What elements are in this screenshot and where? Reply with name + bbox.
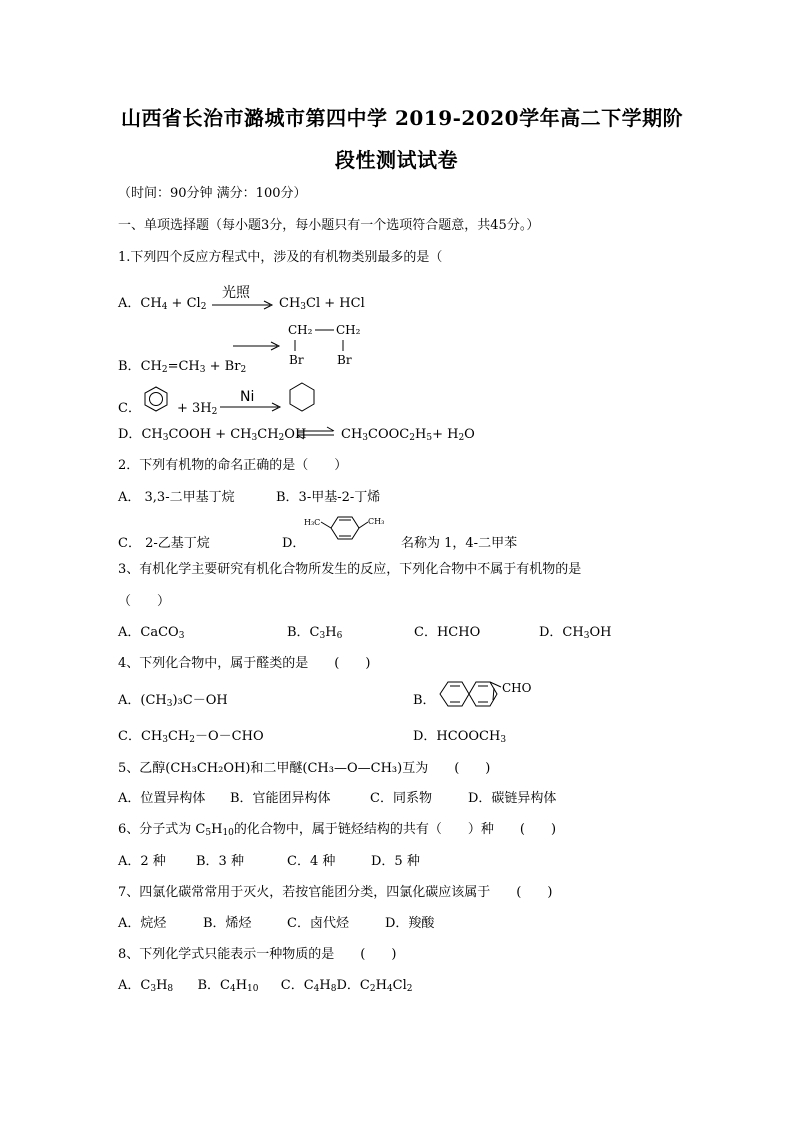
exam-info: （时间：90分钟 满分：100分）: [118, 186, 307, 201]
q8-option-a: A．$C_3H_8$: [118, 978, 174, 994]
q6-option-b: B．3 种: [196, 854, 244, 869]
naphthaldehyde-structure: [436, 678, 536, 712]
q3-option-d: D．$CH_3OH$: [539, 625, 612, 641]
question-8-stem: 8、下列化学式只能表示一种物质的是 ( ): [118, 947, 397, 962]
question-5-stem: 5、乙醇(CH₃CH₂OH)和二甲醚(CH₃—O—CH₃)互为 ( ): [118, 761, 491, 776]
q1-option-d: D．$CH_3COOH + CH_3CH_2OH$: [118, 427, 307, 443]
q8-option-b: B．$C_4H_{10}$: [197, 978, 259, 994]
q5-option-b: B．官能团异构体: [230, 791, 331, 806]
q2-option-a: A． 3,3-二甲基丁烷: [118, 490, 235, 505]
page-title-line1: 山西省长治市潞城市第四中学 2019-2020学年高二下学期阶: [121, 106, 684, 130]
question-7-stem: 7、四氯化碳常常用于灭火，若按官能团分类，四氯化碳应该属于 ( ): [118, 885, 553, 900]
q7-option-a: A．烷烃: [118, 916, 167, 931]
q4-option-a: A．$(CH_3)_3C-OH$: [118, 693, 228, 709]
q3-option-b: B．$C_3H_6$: [287, 625, 343, 641]
q8-options: [118, 979, 413, 992]
q1b-bottom-right: Br: [337, 353, 352, 367]
section-heading: 一、单项选择题（每小题3分，每小题只有一个选项符合题意，共45分。）: [118, 218, 540, 233]
q1c-reactant: + $3H_2$: [177, 401, 218, 417]
q2-option-c: C． 2-乙基丁烷: [118, 536, 210, 551]
p-xylene-right-group: CH₃: [368, 517, 385, 526]
q7-option-c: C．卤代烃: [287, 916, 349, 931]
question-2-stem: 2．下列有机物的命名正确的是（ ）: [118, 458, 348, 473]
question-3-stem: 3、有机化学主要研究有机化合物所发生的反应，下列化合物中不属于有机物的是: [118, 562, 582, 577]
q1a-products: $CH_3Cl$ + HCl: [279, 296, 365, 312]
q5-option-d: D．碳链异构体: [468, 791, 557, 806]
benzene-icon: [142, 385, 172, 413]
q1c-catalyst: Ni: [240, 389, 255, 405]
question-4-stem: 4、下列化合物中，属于醛类的是 ( ): [118, 656, 371, 671]
q4-option-d: D．$HCOOCH_3$: [413, 729, 507, 745]
question-3-stem-cont: （ ）: [118, 594, 171, 609]
q1-option-b: B．$CH_2=CH_3 + Br_2$: [118, 359, 247, 375]
q1b-top-right: CH₂: [336, 323, 361, 337]
p-xylene-left-group: H₃C: [304, 518, 321, 527]
q3-option-c: C．HCHO: [414, 625, 481, 640]
q5-option-a: A．位置异构体: [118, 791, 206, 806]
q4-option-b-label: B．: [413, 693, 436, 708]
q2-option-b: B．3-甲基-2-丁烯: [276, 490, 381, 505]
q1a-arrow-icon: [212, 300, 276, 310]
q1b-arrow-icon: [233, 341, 281, 351]
equilibrium-arrow-icon: [297, 427, 337, 439]
q7-option-b: B．烯烃: [203, 916, 252, 931]
p-xylene-structure: [304, 514, 394, 544]
q2-option-d-text: 名称为 1，4-二甲苯: [401, 536, 518, 551]
q1-option-a: A．$CH_4 + Cl_2$: [118, 296, 207, 312]
q6-option-c: C．4 种: [287, 854, 336, 869]
q5-option-c: C．同系物: [370, 791, 432, 806]
q6-option-d: D．5 种: [371, 854, 420, 869]
q2-option-d-label: D．: [282, 536, 306, 551]
q7-option-d: D．羧酸: [385, 916, 435, 931]
q3-option-a: A．CaCO$_3$: [118, 625, 185, 641]
q1d-products: $CH_3COOC_2H_5+ H_2O$: [341, 427, 475, 443]
page-title-line2: 段性测试试卷: [335, 148, 458, 172]
question-1-stem: 1.下列四个反应方程式中，涉及的有机物类别最多的是（: [118, 250, 443, 265]
q1b-top-left: CH₂: [288, 323, 313, 337]
q6-option-a: A．2 种: [118, 854, 166, 869]
naphthaldehyde-cho-group: CHO: [502, 681, 532, 695]
q1-option-c-label: C．: [118, 401, 141, 416]
cyclohexane-icon: [286, 381, 318, 413]
question-6-stem: 6、分子式为 $C_5H_{10}$的化合物中，属于链烃结构的共有（ ）种 ( ): [118, 822, 557, 838]
q1b-bottom-left: Br: [289, 353, 304, 367]
q1a-condition: 光照: [222, 285, 250, 301]
q8-option-c: C．$C_4H_8$: [280, 978, 337, 994]
q1b-dibromoethane-structure: [288, 322, 368, 370]
q4-option-c: C．$CH_3CH_2-O-CHO$: [118, 729, 264, 745]
q8-option-d: D．$C_2H_4Cl_2$: [336, 978, 413, 994]
q1c-arrow-icon: [220, 402, 284, 412]
